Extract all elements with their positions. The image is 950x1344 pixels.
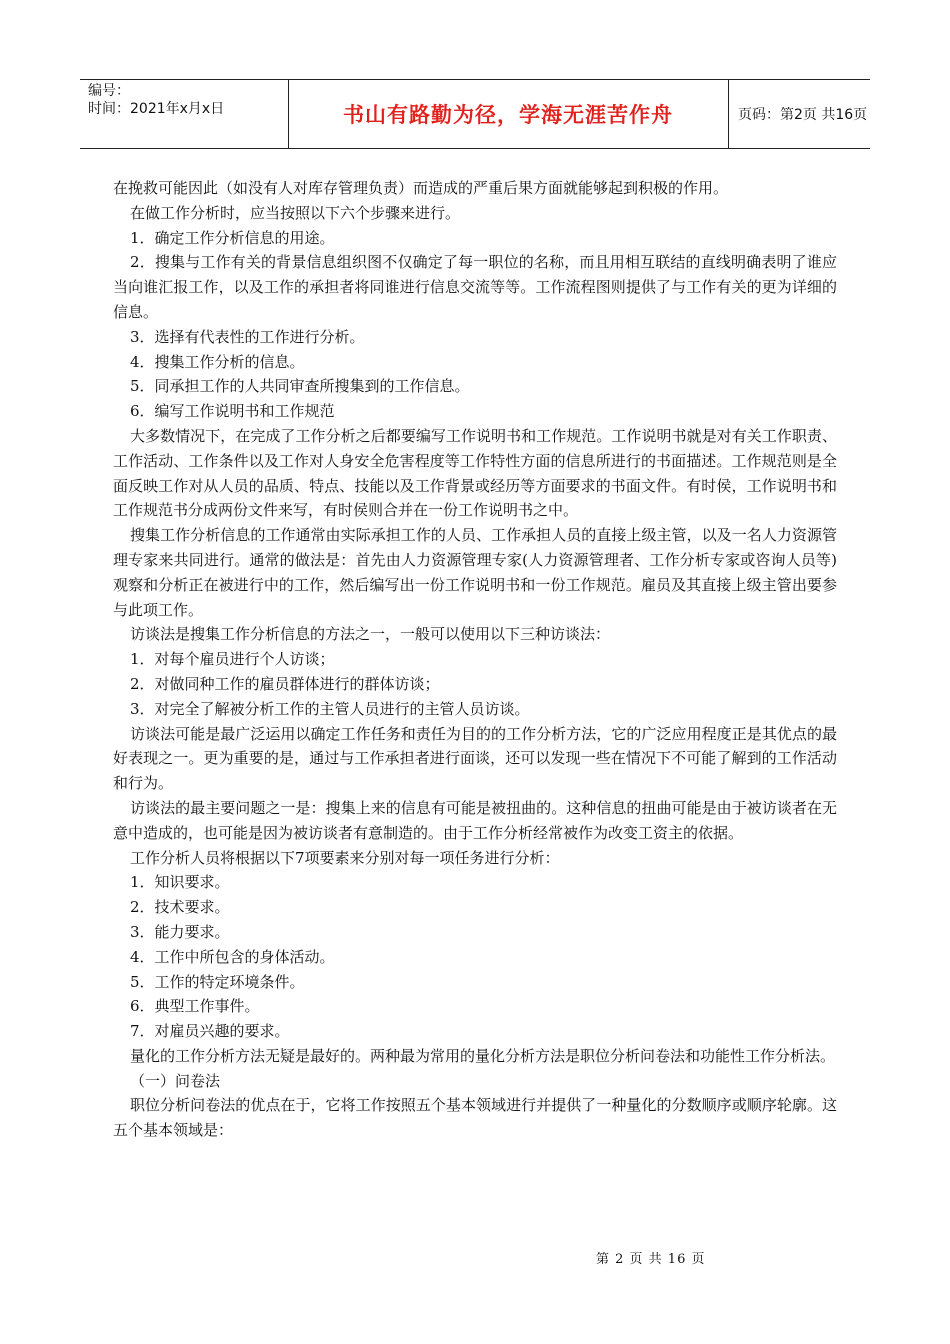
- list-item: 2．技术要求。: [130, 898, 230, 917]
- paragraph: 大多数情况下，在完成了工作分析之后都要编写工作说明书和工作规范。工作说明书就是对有关工作职责、工作活动、工作条件以及工作对人身安全危害程度等工作特性方面的信息所进行的书面描述。工作规范则是全面反映工作对从人员的品质、特点、技能以及工作背景或经历等方面要求的书面文件。有时侯，工作说明书和工作规范书分成两份文件来写，有时侯则合并在一份工作说明书之中。: [113, 426, 837, 520]
- list-item: 3．对完全了解被分析工作的主管人员进行的主管人员访谈。: [130, 699, 530, 718]
- list-item: 2．搜集与工作有关的背景信息组织图不仅确定了每一职位的名称，而且用相互联结的直线明确表明了谁应当向谁汇报工作，以及工作的承担者将同谁进行信息交流等等。工作流程图则提供了与工作有关的更为详细的信息。: [113, 253, 837, 321]
- list-item: 3．选择有代表性的工作进行分析。: [130, 327, 365, 346]
- list-item: 5．工作的特定环境条件。: [130, 972, 305, 991]
- paragraph: 量化的工作分析方法无疑是最好的。两种最为常用的量化分析方法是职位分析问卷法和功能性工作分析法。: [130, 1046, 836, 1065]
- paragraph: 在做工作分析时，应当按照以下六个步骤来进行。: [130, 203, 461, 222]
- document-time-label: 时间：2021年x月x日: [88, 101, 225, 117]
- paragraph: 职位分析问卷法的优点在于，它将工作按照五个基本领域进行并提供了一种量化的分数顺序或顺序轮廓。这五个基本领域是：: [113, 1096, 837, 1140]
- paragraph: 访谈法可能是最广泛运用以确定工作任务和责任为目的的工作分析方法，它的广泛应用程度正是其优点的最好表现之一。更为重要的是，通过与工作承担者进行面谈，还可以发现一些在情况下不可能了解到的工作活动和行为。: [113, 724, 837, 793]
- paragraph: 访谈法是搜集工作分析信息的方法之一，一般可以使用以下三种访谈法：: [130, 625, 611, 644]
- header-page-info: 页码：第2页 共16页: [738, 107, 868, 123]
- page-footer: 第 2 页 共 16 页: [596, 1252, 706, 1267]
- paragraph: 在挽救可能因此（如没有人对库存管理负责）而造成的严重后果方面就能够起到积极的作用。: [113, 179, 729, 197]
- list-item: 2．对做同种工作的雇员群体进行的群体访谈；: [130, 674, 440, 693]
- paragraph: 访谈法的最主要问题之一是：搜集上来的信息有可能是被扭曲的。这种信息的扭曲可能是由于被访谈者在无意中造成的，也可能是因为被访谈者有意制造的。由于工作分析经常被作为改变工资主的依据。: [113, 798, 837, 842]
- list-item: 1．确定工作分析信息的用途。: [130, 228, 335, 247]
- list-item: 4．工作中所包含的身体活动。: [130, 947, 335, 966]
- list-item: 6．典型工作事件。: [130, 997, 260, 1016]
- page-header: [80, 79, 870, 149]
- list-item: 1．知识要求。: [130, 873, 230, 892]
- document-number-label: 编号：: [88, 83, 130, 99]
- header-motto: 书山有路勤为径，学海无涯苦作舟: [288, 80, 729, 148]
- list-item: 3．能力要求。: [130, 922, 230, 941]
- list-item: 1．对每个雇员进行个人访谈；: [130, 650, 335, 669]
- document-body: [113, 176, 837, 1143]
- header-meta: [80, 80, 289, 148]
- list-item: 5．同承担工作的人共同审查所搜集到的工作信息。: [130, 377, 470, 396]
- paragraph: 工作分析人员将根据以下7项要素来分别对每一项任务进行分析：: [130, 848, 560, 867]
- section-heading: （一）问卷法: [130, 1071, 221, 1090]
- list-item: 7．对雇员兴趣的要求。: [130, 1022, 290, 1041]
- list-item: 6．编写工作说明书和工作规范: [130, 402, 335, 421]
- list-item: 4．搜集工作分析的信息。: [130, 352, 305, 371]
- paragraph: 搜集工作分析信息的工作通常由实际承担工作的人员、工作承担人员的直接上级主管，以及一名人力资源管理专家来共同进行。通常的做法是：首先由人力资源管理专家(人力资源管理者、工作分析专家或咨询人员等)观察和分析正在被进行中的工作，然后编写出一份工作说明书和一份工作规范。雇员及其直接上级主管出要参与此项工作。: [113, 526, 837, 619]
